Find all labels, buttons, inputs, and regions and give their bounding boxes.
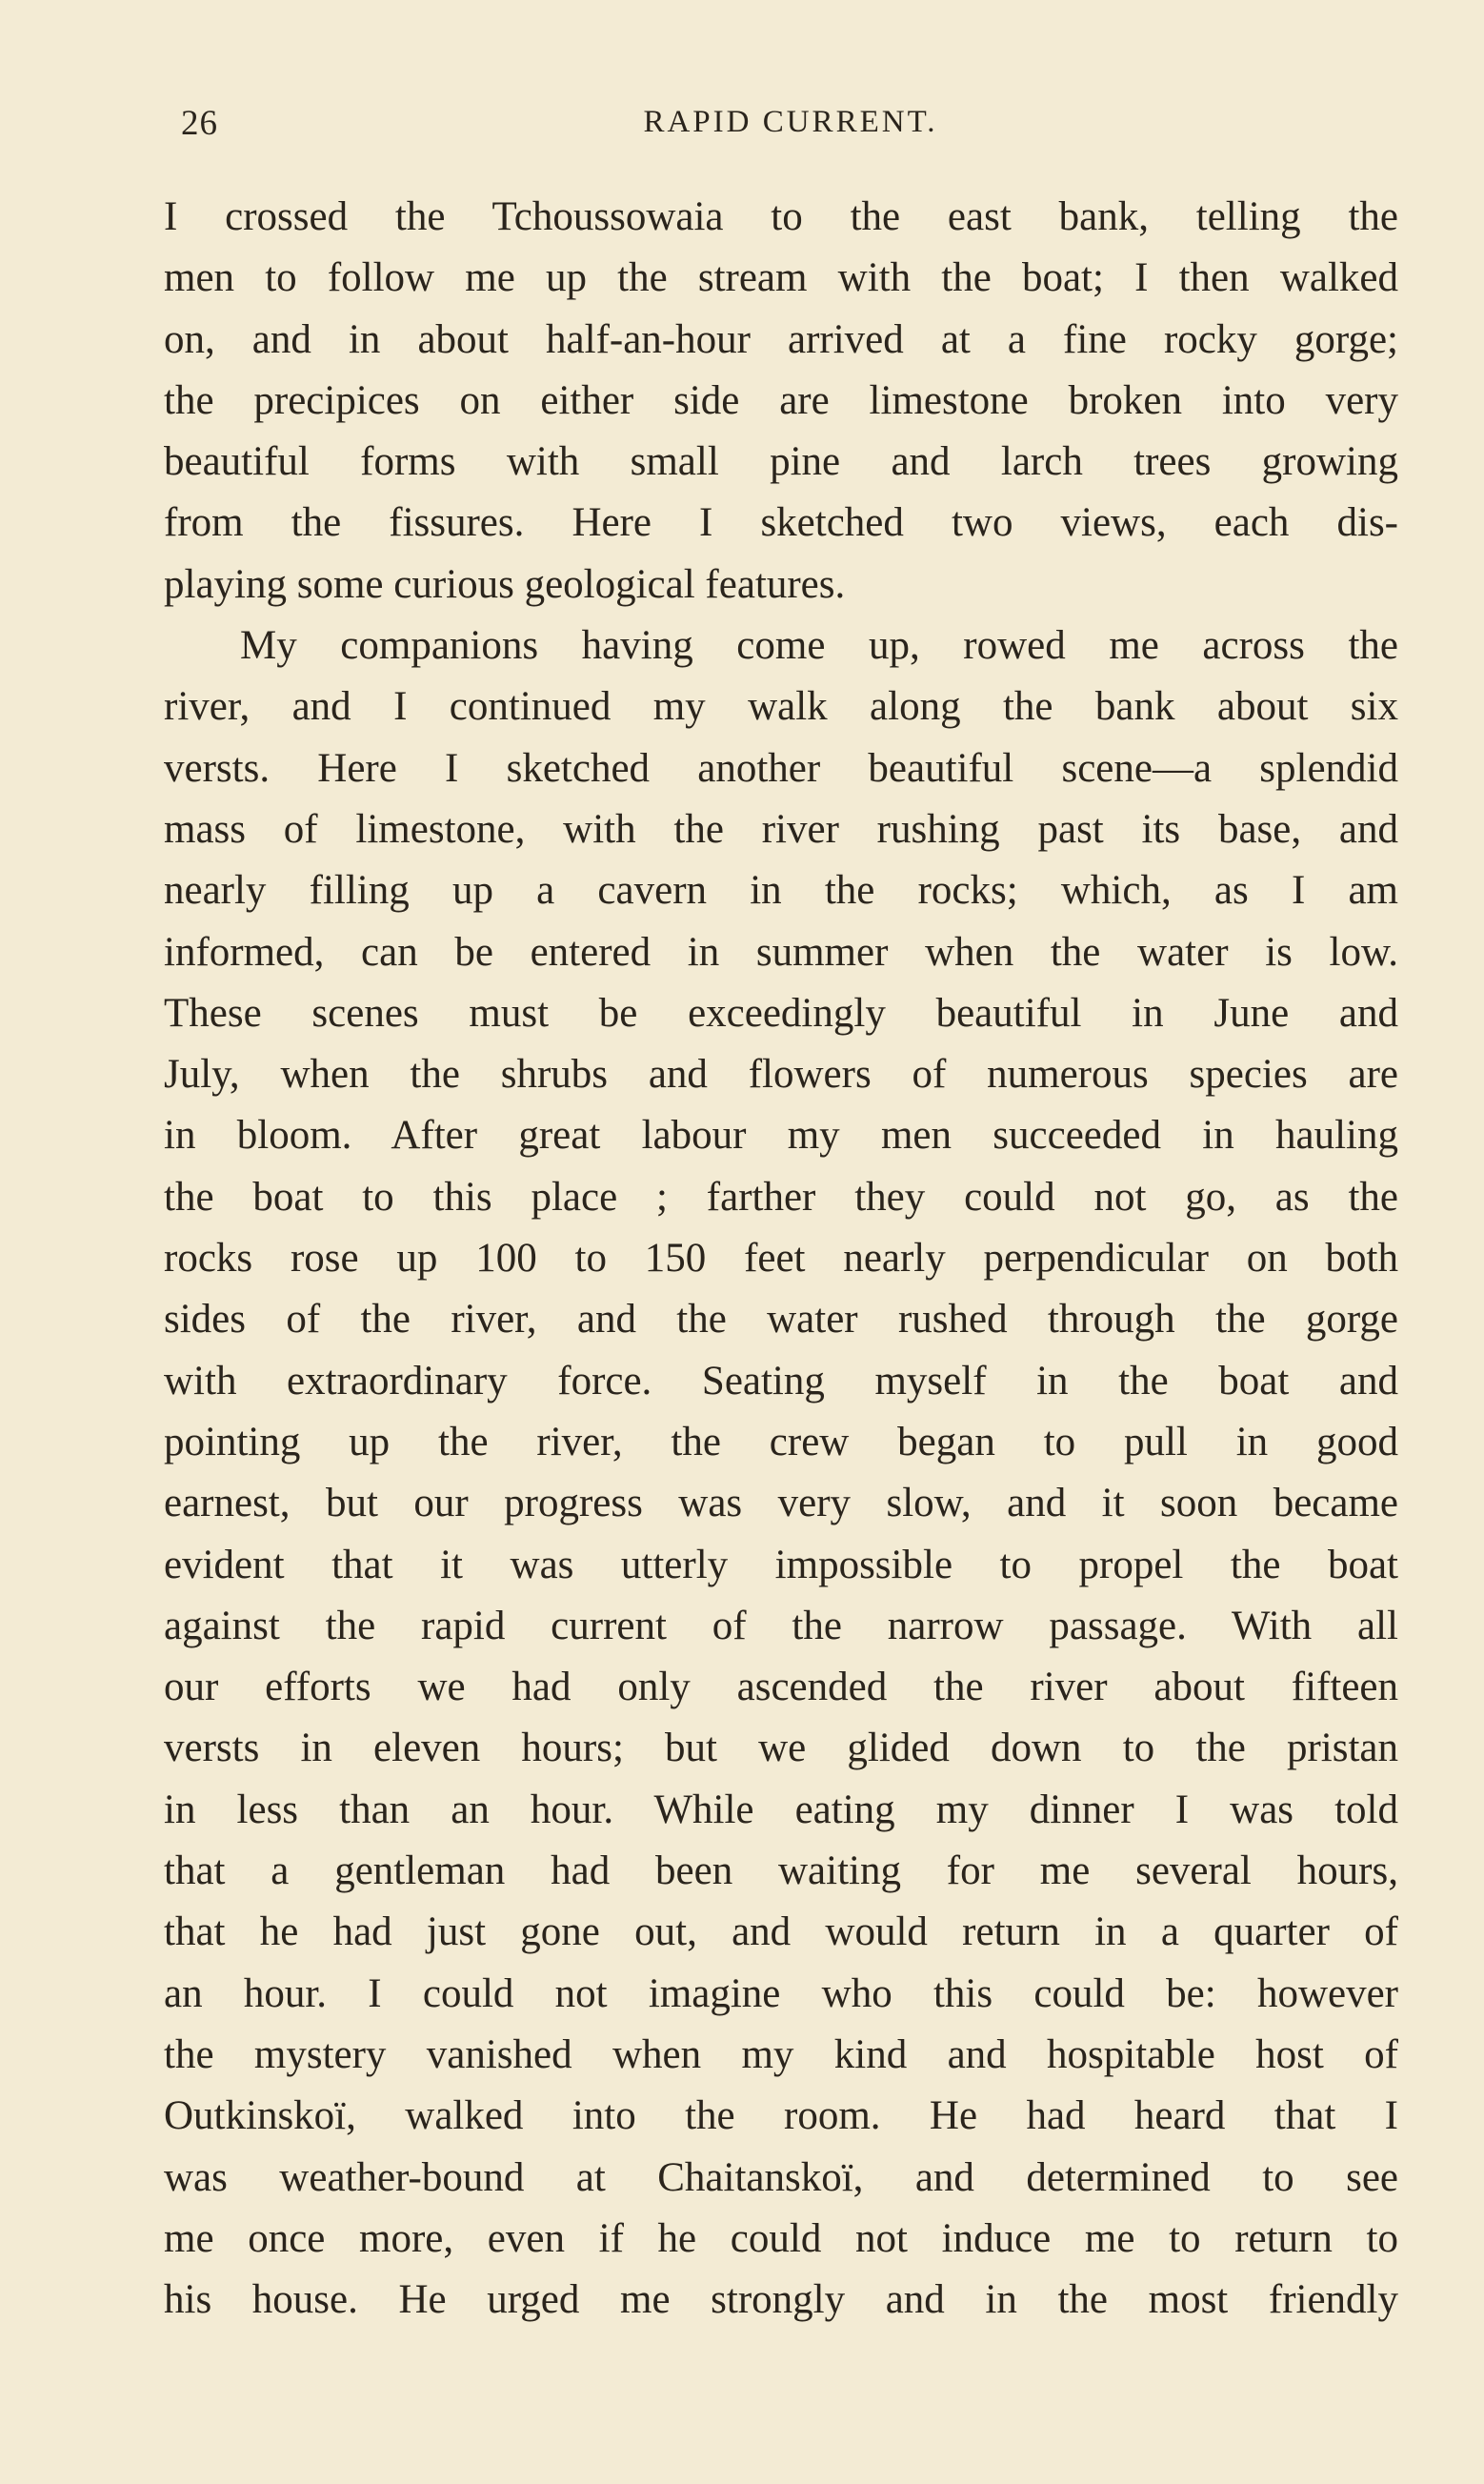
- text-line: from the fissures. Here I sketched two views, each dis-: [164, 500, 1398, 546]
- text-line: I crossed the Tchoussowaia to the east bank, telling the: [164, 194, 1398, 239]
- text-line: Outkinskoï, walked into the room. He had heard that I: [164, 2093, 1398, 2139]
- text-line: evident that it was utterly impossible to propel the boat: [164, 1542, 1398, 1587]
- text-line: informed, can be entered in summer when the water is low.: [164, 929, 1398, 975]
- text-line: pointing up the river, the crew began to pull in good: [164, 1419, 1398, 1464]
- text-line: versts in eleven hours; but we glided down to the pristan: [164, 1726, 1398, 1771]
- text-line: versts. Here I sketched another beautiful scene—a splendid: [164, 745, 1398, 791]
- text-line: in bloom. After great labour my men succeeded in hauling: [164, 1113, 1398, 1159]
- text-line: was weather-bound at Chaitanskoï, and determined to see: [164, 2154, 1398, 2200]
- text-line: These scenes must be exceedingly beautiful in June and: [164, 990, 1398, 1036]
- text-line: men to follow me up the stream with the boat; I then walked: [164, 255, 1398, 301]
- text-line: My companions having come up, rowed me across the: [240, 623, 1398, 669]
- text-line: in less than an hour. While eating my dinner I was told: [164, 1787, 1398, 1832]
- text-line: an hour. I could not imagine who this could be: however: [164, 1970, 1398, 2016]
- running-head: RAPID CURRENT.: [643, 105, 938, 139]
- text-line: our efforts we had only ascended the river about fifteen: [164, 1665, 1398, 1710]
- text-line: playing some curious geological features.: [164, 561, 846, 607]
- text-line: earnest, but our progress was very slow, and it soon became: [164, 1481, 1398, 1526]
- text-line: that he had just gone out, and would return in a quarter of: [164, 1909, 1398, 1955]
- text-line: the boat to this place ; farther they could not go, as the: [164, 1174, 1398, 1220]
- text-line: against the rapid current of the narrow passage. With all: [164, 1603, 1398, 1648]
- text-line: the precipices on either side are limestone broken into very: [164, 377, 1398, 423]
- text-line: me once more, even if he could not induce me to return to: [164, 2215, 1398, 2261]
- text-line: river, and I continued my walk along the bank about six: [164, 684, 1398, 730]
- text-line: with extraordinary force. Seating myself in the boat and: [164, 1358, 1398, 1404]
- text-line: rocks rose up 100 to 150 feet nearly perpendicular on both: [164, 1236, 1398, 1282]
- page-number: 26: [181, 104, 218, 143]
- text-line: that a gentleman had been waiting for me several hours,: [164, 1848, 1398, 1894]
- text-line: beautiful forms with small pine and larch trees growing: [164, 439, 1398, 485]
- body-text: [164, 187, 1398, 2331]
- text-line: the mystery vanished when my kind and hospitable host of: [164, 2031, 1398, 2077]
- text-line: nearly filling up a cavern in the rocks; which, as I am: [164, 868, 1398, 914]
- text-line: sides of the river, and the water rushed through the gorge: [164, 1297, 1398, 1343]
- text-line: his house. He urged me strongly and in the most friendly: [164, 2277, 1398, 2323]
- page-header: [181, 103, 1400, 151]
- text-line: on, and in about half-an-hour arrived at a fine rocky gorge;: [164, 316, 1398, 362]
- text-line: July, when the shrubs and flowers of numerous species are: [164, 1052, 1398, 1098]
- text-line: mass of limestone, with the river rushing past its base, and: [164, 806, 1398, 852]
